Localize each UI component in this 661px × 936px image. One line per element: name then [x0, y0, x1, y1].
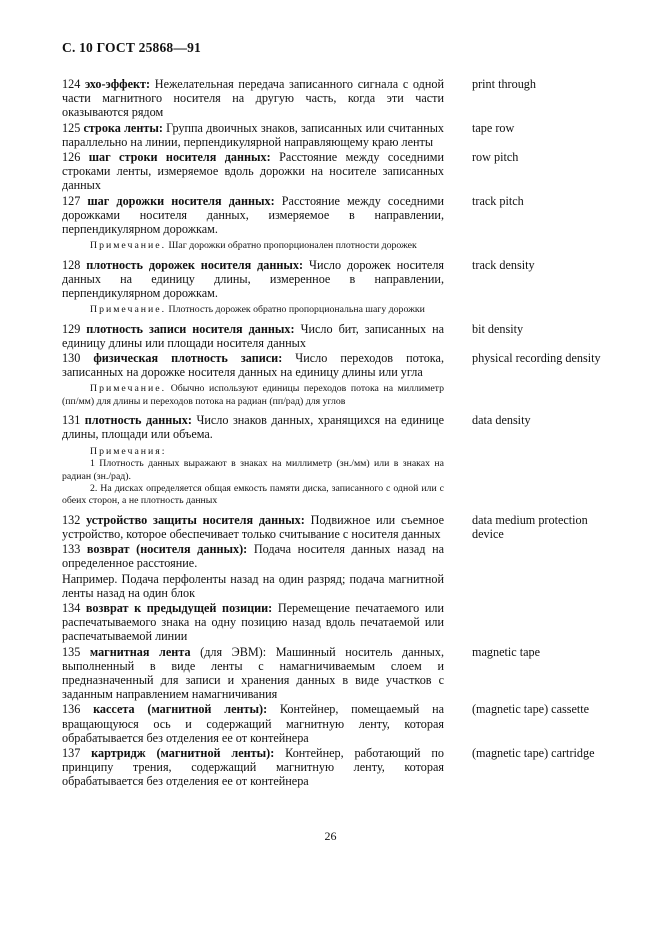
entry-english-term: data density — [472, 413, 531, 428]
entry-number: 133 — [62, 542, 81, 557]
entry-number: 127 — [62, 193, 81, 208]
entry-english-term: row pitch — [472, 150, 519, 165]
entry-number: 131 — [62, 413, 81, 428]
entry-definition: Нежелательная передача записанного сигнала с одной части магнитного носителя на другую часть, когда эти части оказываются рядом — [62, 77, 445, 120]
entry-definition: Число переходов потока, записанных на дорожке носителя данных на единицу длины или угла — [62, 351, 445, 380]
entry-number: 124 — [62, 77, 81, 91]
note-label: Примечание. — [90, 383, 167, 395]
example-133: Например. Подача перфоленты назад на один разряд; подача магнитной ленты назад на один блок — [62, 571, 444, 600]
entry-term: плотность данных: — [84, 413, 192, 428]
entry-term: физическая плотность записи: — [93, 351, 283, 366]
entry-english-term: magnetic tape — [472, 644, 541, 659]
entry-english-term: tape row — [472, 120, 515, 135]
note-text: Обычно используют единицы переходов потока на миллиметр (пп/мм) для длины и переходов потока на радиан (пп/рад) для углов — [62, 383, 444, 407]
entry-number: 125 — [62, 120, 81, 135]
page-header: С. 10 ГОСТ 25868—91 — [62, 40, 201, 55]
entry-term: плотность дорожек носителя данных: — [86, 257, 304, 272]
entry-133 — [62, 542, 622, 570]
entry-term: строка ленты: — [83, 120, 163, 135]
entry-english-term: (magnetic tape) cartridge — [472, 745, 595, 760]
entry-number: 126 — [62, 150, 81, 165]
page-number: 26 — [324, 829, 337, 843]
entry-english-term: (magnetic tape) cassette — [472, 702, 590, 717]
note-131 — [62, 446, 444, 508]
entry-term: кассета (магнитной ленты): — [93, 702, 268, 717]
entry-number: 135 — [62, 644, 81, 659]
note-127 — [62, 240, 444, 252]
entry-number: 128 — [62, 257, 81, 272]
entry-number: 130 — [62, 351, 81, 366]
entry-132 — [62, 513, 622, 541]
entry-definition: Число бит, записанных на единицу длины или площади носителя данных — [62, 321, 445, 350]
entry-term: картридж (магнитной ленты): — [91, 745, 275, 760]
glossary-content — [62, 77, 622, 790]
entry-term: возврат к предыдущей позиции: — [85, 600, 273, 615]
entry-127 — [62, 194, 622, 237]
entry-term: магнитная лента — [89, 644, 191, 659]
note-label: Примечания: — [90, 445, 167, 457]
note-label: Примечание. — [90, 240, 167, 252]
entry-term: возврат (носителя данных): — [86, 542, 248, 557]
entry-definition: Расстояние между соседними дорожками носителя данных, измеряемое в направлении, перпендикулярном дорожкам. — [62, 193, 445, 237]
entry-english-term: bit density — [472, 321, 524, 336]
note-item-2: 2. На дисках определяется общая емкость памяти диска, записанного с одной или с обеих сторон, а не плотность данных — [62, 482, 444, 507]
entry-definition: Подача носителя данных назад на определенное расстояние. — [62, 542, 445, 571]
entry-number: 136 — [62, 702, 81, 717]
entry-130 — [62, 351, 622, 379]
entry-134 — [62, 601, 622, 644]
entry-term: шаг дорожки носителя данных: — [87, 193, 275, 208]
entry-english-term: physical recording density — [472, 351, 601, 366]
note-item-1: 1 Плотность данных выражают в знаках на миллиметр (зн./мм) или в знаках на радиан (зн./рад). — [62, 458, 444, 482]
entry-definition: Расстояние между соседними строками ленты, измеряемое вдоль дорожки на носителе записанных данных — [62, 150, 444, 193]
entry-135 — [62, 645, 622, 702]
entry-definition: (для ЭВМ): Машинный носитель данных, выполненный в виде ленты с намагничиваемым слоем и предназначенный для записи и хранения данных в виде участков с заданным направлением намагничивания — [62, 644, 445, 702]
entry-126 — [62, 150, 622, 193]
entry-125 — [62, 121, 622, 149]
entry-definition: Контейнер, помещаемый на вращающуюся ось и содержащий магнитную ленту, которая обрабатывается без отделения ее от контейнера — [62, 702, 444, 745]
entry-term: устройство защиты носителя данных: — [86, 512, 305, 527]
entry-131 — [62, 413, 622, 441]
entry-number: 129 — [62, 321, 81, 336]
entry-number: 137 — [62, 745, 81, 760]
note-text: Плотность дорожек обратно пропорциональна шагу дорожки — [168, 304, 425, 316]
entry-english-term: print through — [472, 77, 536, 91]
entry-definition: Перемещение печатаемого или распечатываемого знака на одну позицию назад вдоль печатаемой или распечатываемой линии — [62, 600, 444, 644]
entry-definition: Подвижное или съемное устройство, которое обеспечивает только считывание с носителя данных — [62, 512, 445, 541]
entry-english-term: data medium protection device — [472, 512, 588, 541]
entry-definition: Контейнер, работающий по принципу трения, содержащий магнитную ленту, которая обрабатывается без отделения ее от контейнера — [62, 745, 445, 789]
entry-128 — [62, 258, 622, 301]
note-label: Примечание. — [90, 304, 167, 316]
entry-english-term: track density — [472, 257, 535, 272]
entry-definition: Число знаков данных, хранящихся на единице длины, площади или объема. — [62, 413, 444, 442]
note-130 — [62, 383, 444, 408]
entry-number: 132 — [62, 512, 81, 527]
entry-136 — [62, 702, 622, 745]
entry-definition: Группа двоичных знаков, записанных или считанных параллельно на линии, перпендикулярной направляющему краю ленты — [62, 120, 445, 149]
entry-124 — [62, 77, 622, 120]
entry-number: 134 — [62, 600, 81, 615]
entry-137 — [62, 746, 622, 789]
note-text: Шаг дорожки обратно пропорционален плотности дорожек — [168, 240, 417, 252]
entry-definition: Число дорожек носителя данных на единицу длины, измеренное в направлении, перпендикулярном дорожкам. — [62, 257, 445, 301]
entry-term: плотность записи носителя данных: — [86, 321, 295, 336]
note-128 — [62, 304, 444, 316]
entry-term: шаг строки носителя данных: — [88, 150, 271, 165]
entry-129 — [62, 322, 622, 350]
entry-english-term: track pitch — [472, 193, 524, 208]
entry-term: эхо-эффект: — [84, 77, 151, 91]
